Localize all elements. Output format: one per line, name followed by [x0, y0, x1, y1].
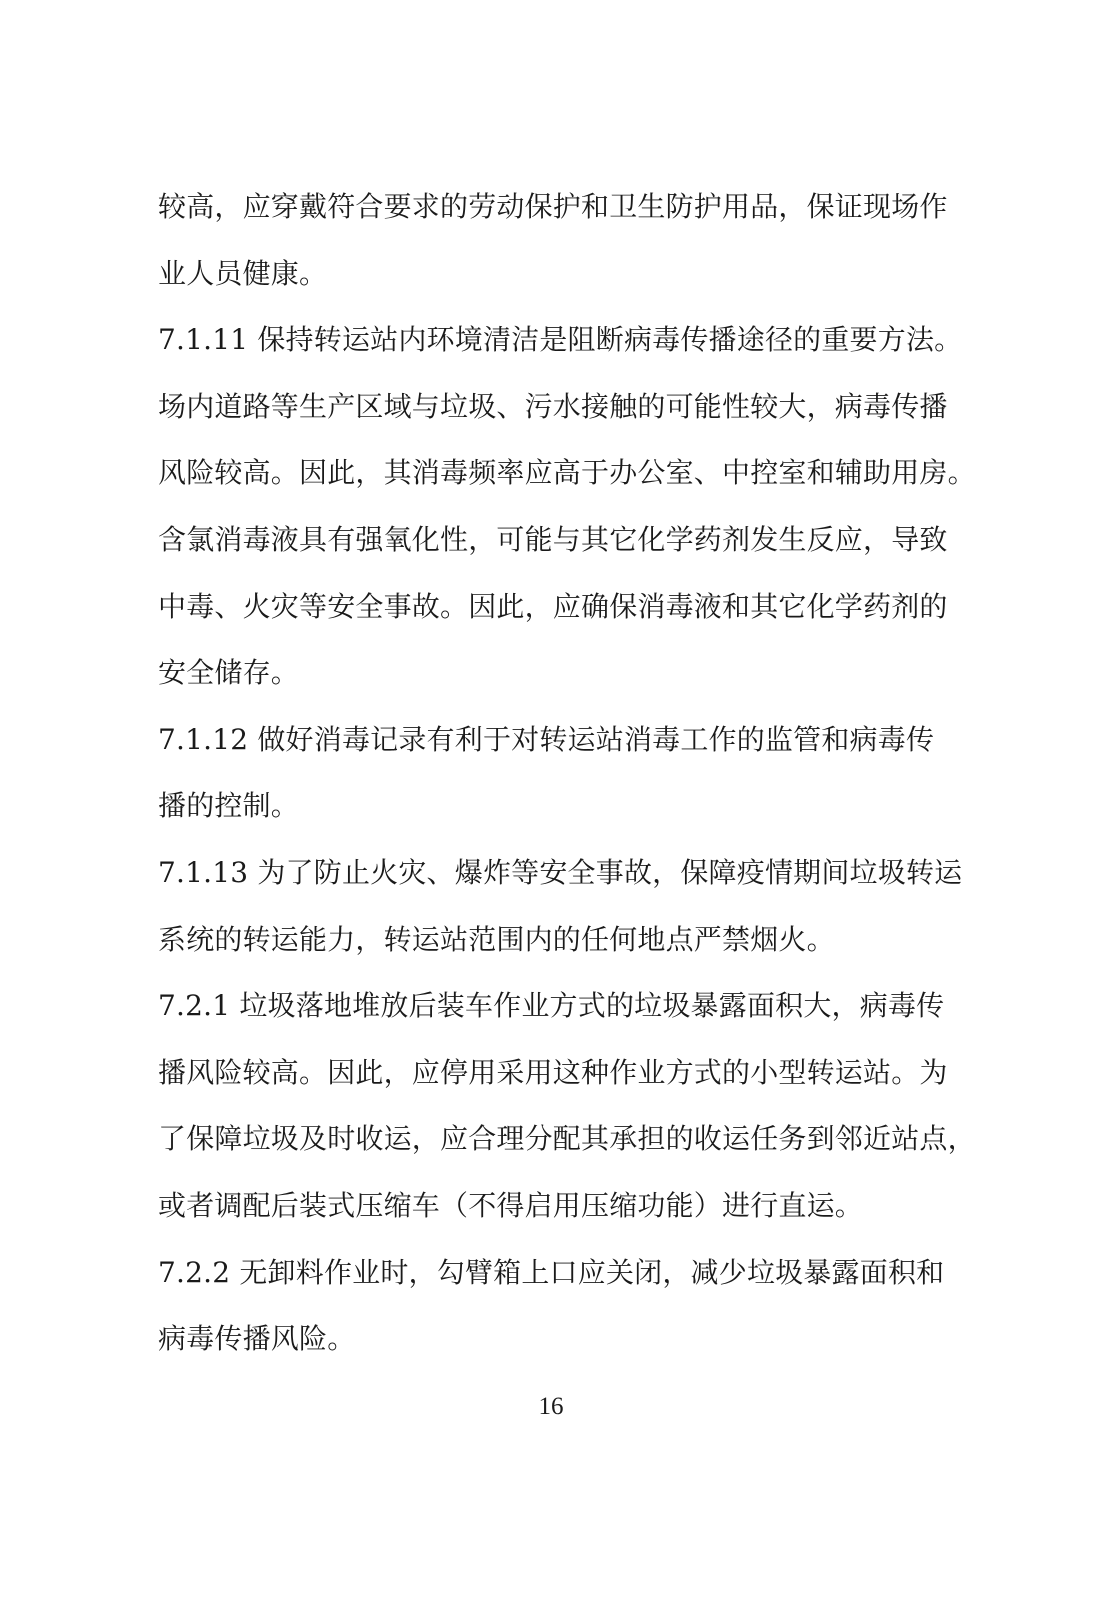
text-line: 了保障垃圾及时收运，应合理分配其承担的收运任务到邻近站点，: [158, 1122, 976, 1156]
text-line: 中毒、火灾等安全事故。因此，应确保消毒液和其它化学药剂的: [158, 589, 948, 623]
text-line: 7.1.12 做好消毒记录有利于对转运站消毒工作的监管和病毒传: [158, 722, 935, 756]
text-line: 播风险较高。因此，应停用采用这种作业方式的小型转运站。为: [158, 1055, 948, 1089]
text-line: 系统的转运能力，转运站范围内的任何地点严禁烟火。: [158, 922, 835, 956]
text-line: 病毒传播风险。: [158, 1322, 356, 1356]
page-number: 16: [538, 1393, 564, 1420]
text-line: 较高，应穿戴符合要求的劳动保护和卫生防护用品，保证现场作: [158, 190, 948, 223]
text-line: 安全储存。: [158, 656, 300, 690]
text-line: 业人员健康。: [158, 256, 328, 290]
document-body: [158, 182, 976, 1381]
text-line: 播的控制。: [158, 789, 300, 823]
text-line: 含氯消毒液具有强氧化性，可能与其它化学药剂发生反应，导致: [158, 522, 948, 556]
text-line: 风险较高。因此，其消毒频率应高于办公室、中控室和辅助用房。: [158, 456, 976, 490]
text-line: 或者调配后装式压缩车（不得启用压缩功能）进行直运。: [158, 1188, 864, 1222]
text-line: 7.2.2 无卸料作业时，勾臂箱上口应关闭，减少垃圾暴露面积和: [158, 1255, 945, 1289]
text-line: 7.1.13 为了防止火灾、爆炸等安全事故，保障疫情期间垃圾转运: [158, 855, 963, 889]
text-line: 7.2.1 垃圾落地堆放后装车作业方式的垃圾暴露面积大，病毒传: [158, 989, 945, 1023]
text-line: 场内道路等生产区域与垃圾、污水接触的可能性较大，病毒传播: [158, 389, 948, 423]
text-line: 7.1.11 保持转运站内环境清洁是阻断病毒传播途径的重要方法。: [158, 323, 963, 357]
